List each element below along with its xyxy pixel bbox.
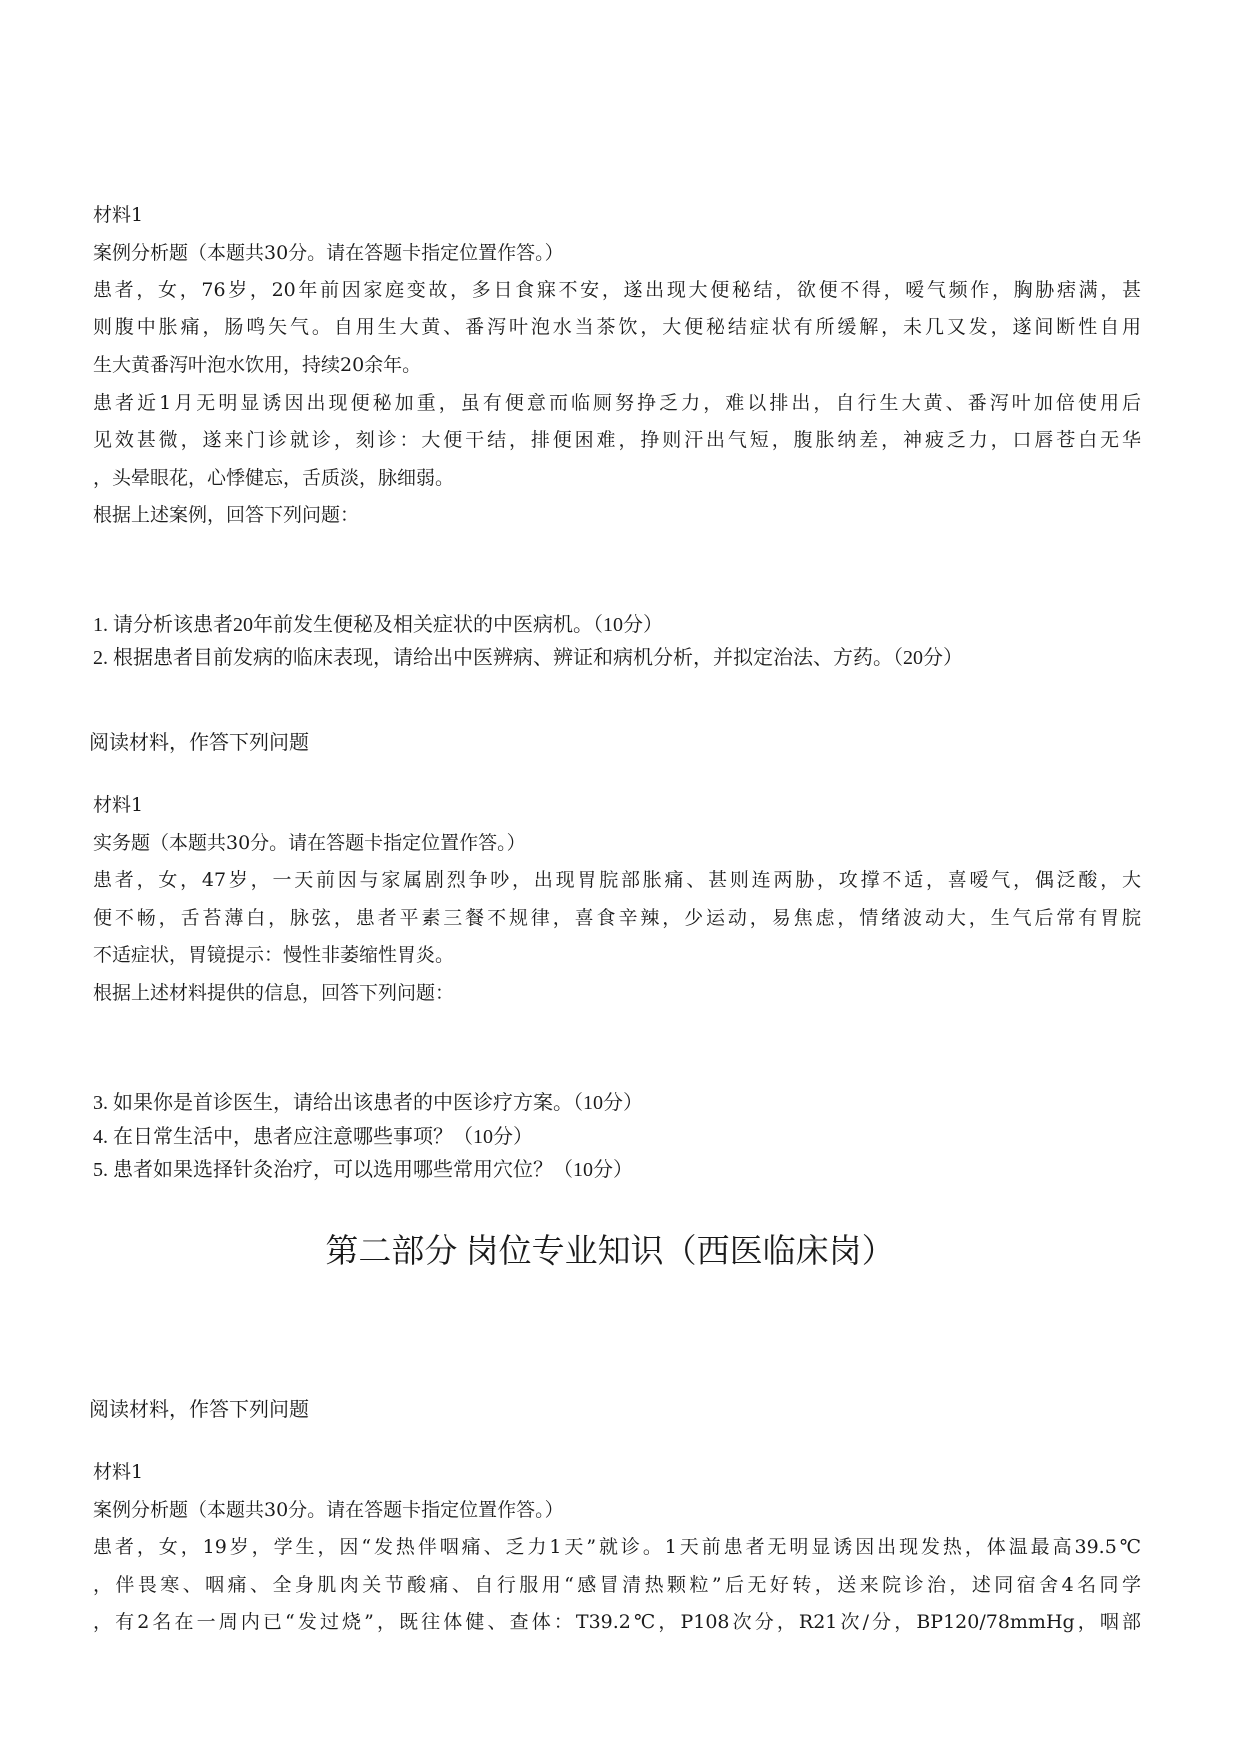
case-text-line: ，伴畏寒、咽痛、全身肌肉关节酸痛、自行服用“感冒清热颗粒”后无好转，送来院诊治，述同宿舍4名同学 [93, 1574, 1141, 1596]
question-item: 5. 患者如果选择针灸治疗，可以选用哪些常用穴位？（10分） [93, 1159, 633, 1181]
case-text-line: 不适症状，胃镜提示：慢性非萎缩性胃炎。 [93, 944, 455, 966]
case-text-line: 生大黄番泻叶泡水饮用，持续20余年。 [93, 354, 422, 376]
section-intro: 阅读材料，作答下列问题 [89, 732, 309, 754]
case-text-line: 见效甚微，遂来门诊就诊，刻诊：大便干结，排便困难，挣则汗出气短，腹胀纳差，神疲乏力，口唇苍白无华 [93, 429, 1141, 451]
case-text-line: 患者近1月无明显诱因出现便秘加重，虽有便意而临厕努挣乏力，难以排出，自行生大黄、番泻叶加倍使用后 [93, 392, 1141, 414]
case-text-line: ，有2名在一周内已“发过烧”，既往体健、查体：T39.2℃，P108次分，R21次/分，BP120/78mmHg，咽部 [93, 1611, 1141, 1633]
part-heading: 第二部分 岗位专业知识（西医临床岗） [325, 1234, 895, 1270]
case-text-line: 便不畅，舌苔薄白，脉弦，患者平素三餐不规律，喜食辛辣，少运动，易焦虑，情绪波动大，生气后常有胃脘 [93, 907, 1141, 929]
question-item: 4. 在日常生活中，患者应注意哪些事项？（10分） [93, 1126, 533, 1148]
material-label: 材料1 [93, 1461, 144, 1483]
case-text-line: 患者，女，76岁，20年前因家庭变故，多日食寐不安，遂出现大便秘结，欲便不得，嗳气频作，胸胁痞满，甚 [93, 279, 1141, 301]
question-item: 3. 如果你是首诊医生，请给出该患者的中医诊疗方案。（10分） [93, 1092, 643, 1114]
question-prompt: 根据上述案例，回答下列问题： [93, 504, 360, 526]
case-text-line: 则腹中胀痛，肠鸣矢气。自用生大黄、番泻叶泡水当茶饮，大便秘结症状有所缓解，未几又发，遂间断性自用 [93, 316, 1141, 338]
question-type: 案例分析题（本题共30分。请在答题卡指定位置作答。） [93, 1499, 564, 1521]
question-item: 2. 根据患者目前发病的临床表现，请给出中医辨病、辨证和病机分析，并拟定治法、方药。（20分） [93, 647, 963, 669]
material-label: 材料1 [93, 204, 144, 226]
material-label: 材料1 [93, 794, 144, 816]
section-intro: 阅读材料，作答下列问题 [89, 1399, 309, 1421]
question-type: 案例分析题（本题共30分。请在答题卡指定位置作答。） [93, 242, 564, 264]
case-text-line: 患者，女，19岁，学生，因“发热伴咽痛、乏力1天”就诊。1天前患者无明显诱因出现发热，体温最高39.5℃ [93, 1536, 1141, 1558]
case-text-line: 患者，女，47岁，一天前因与家属剧烈争吵，出现胃脘部胀痛、甚则连两胁，攻撑不适，喜嗳气，偶泛酸，大 [93, 869, 1141, 891]
question-type: 实务题（本题共30分。请在答题卡指定位置作答。） [93, 832, 526, 854]
question-prompt: 根据上述材料提供的信息，回答下列问题： [93, 982, 455, 1004]
question-item: 1. 请分析该患者20年前发生便秘及相关症状的中医病机。（10分） [93, 614, 663, 636]
case-text-line: ，头晕眼花，心悸健忘，舌质淡，脉细弱。 [93, 467, 455, 489]
